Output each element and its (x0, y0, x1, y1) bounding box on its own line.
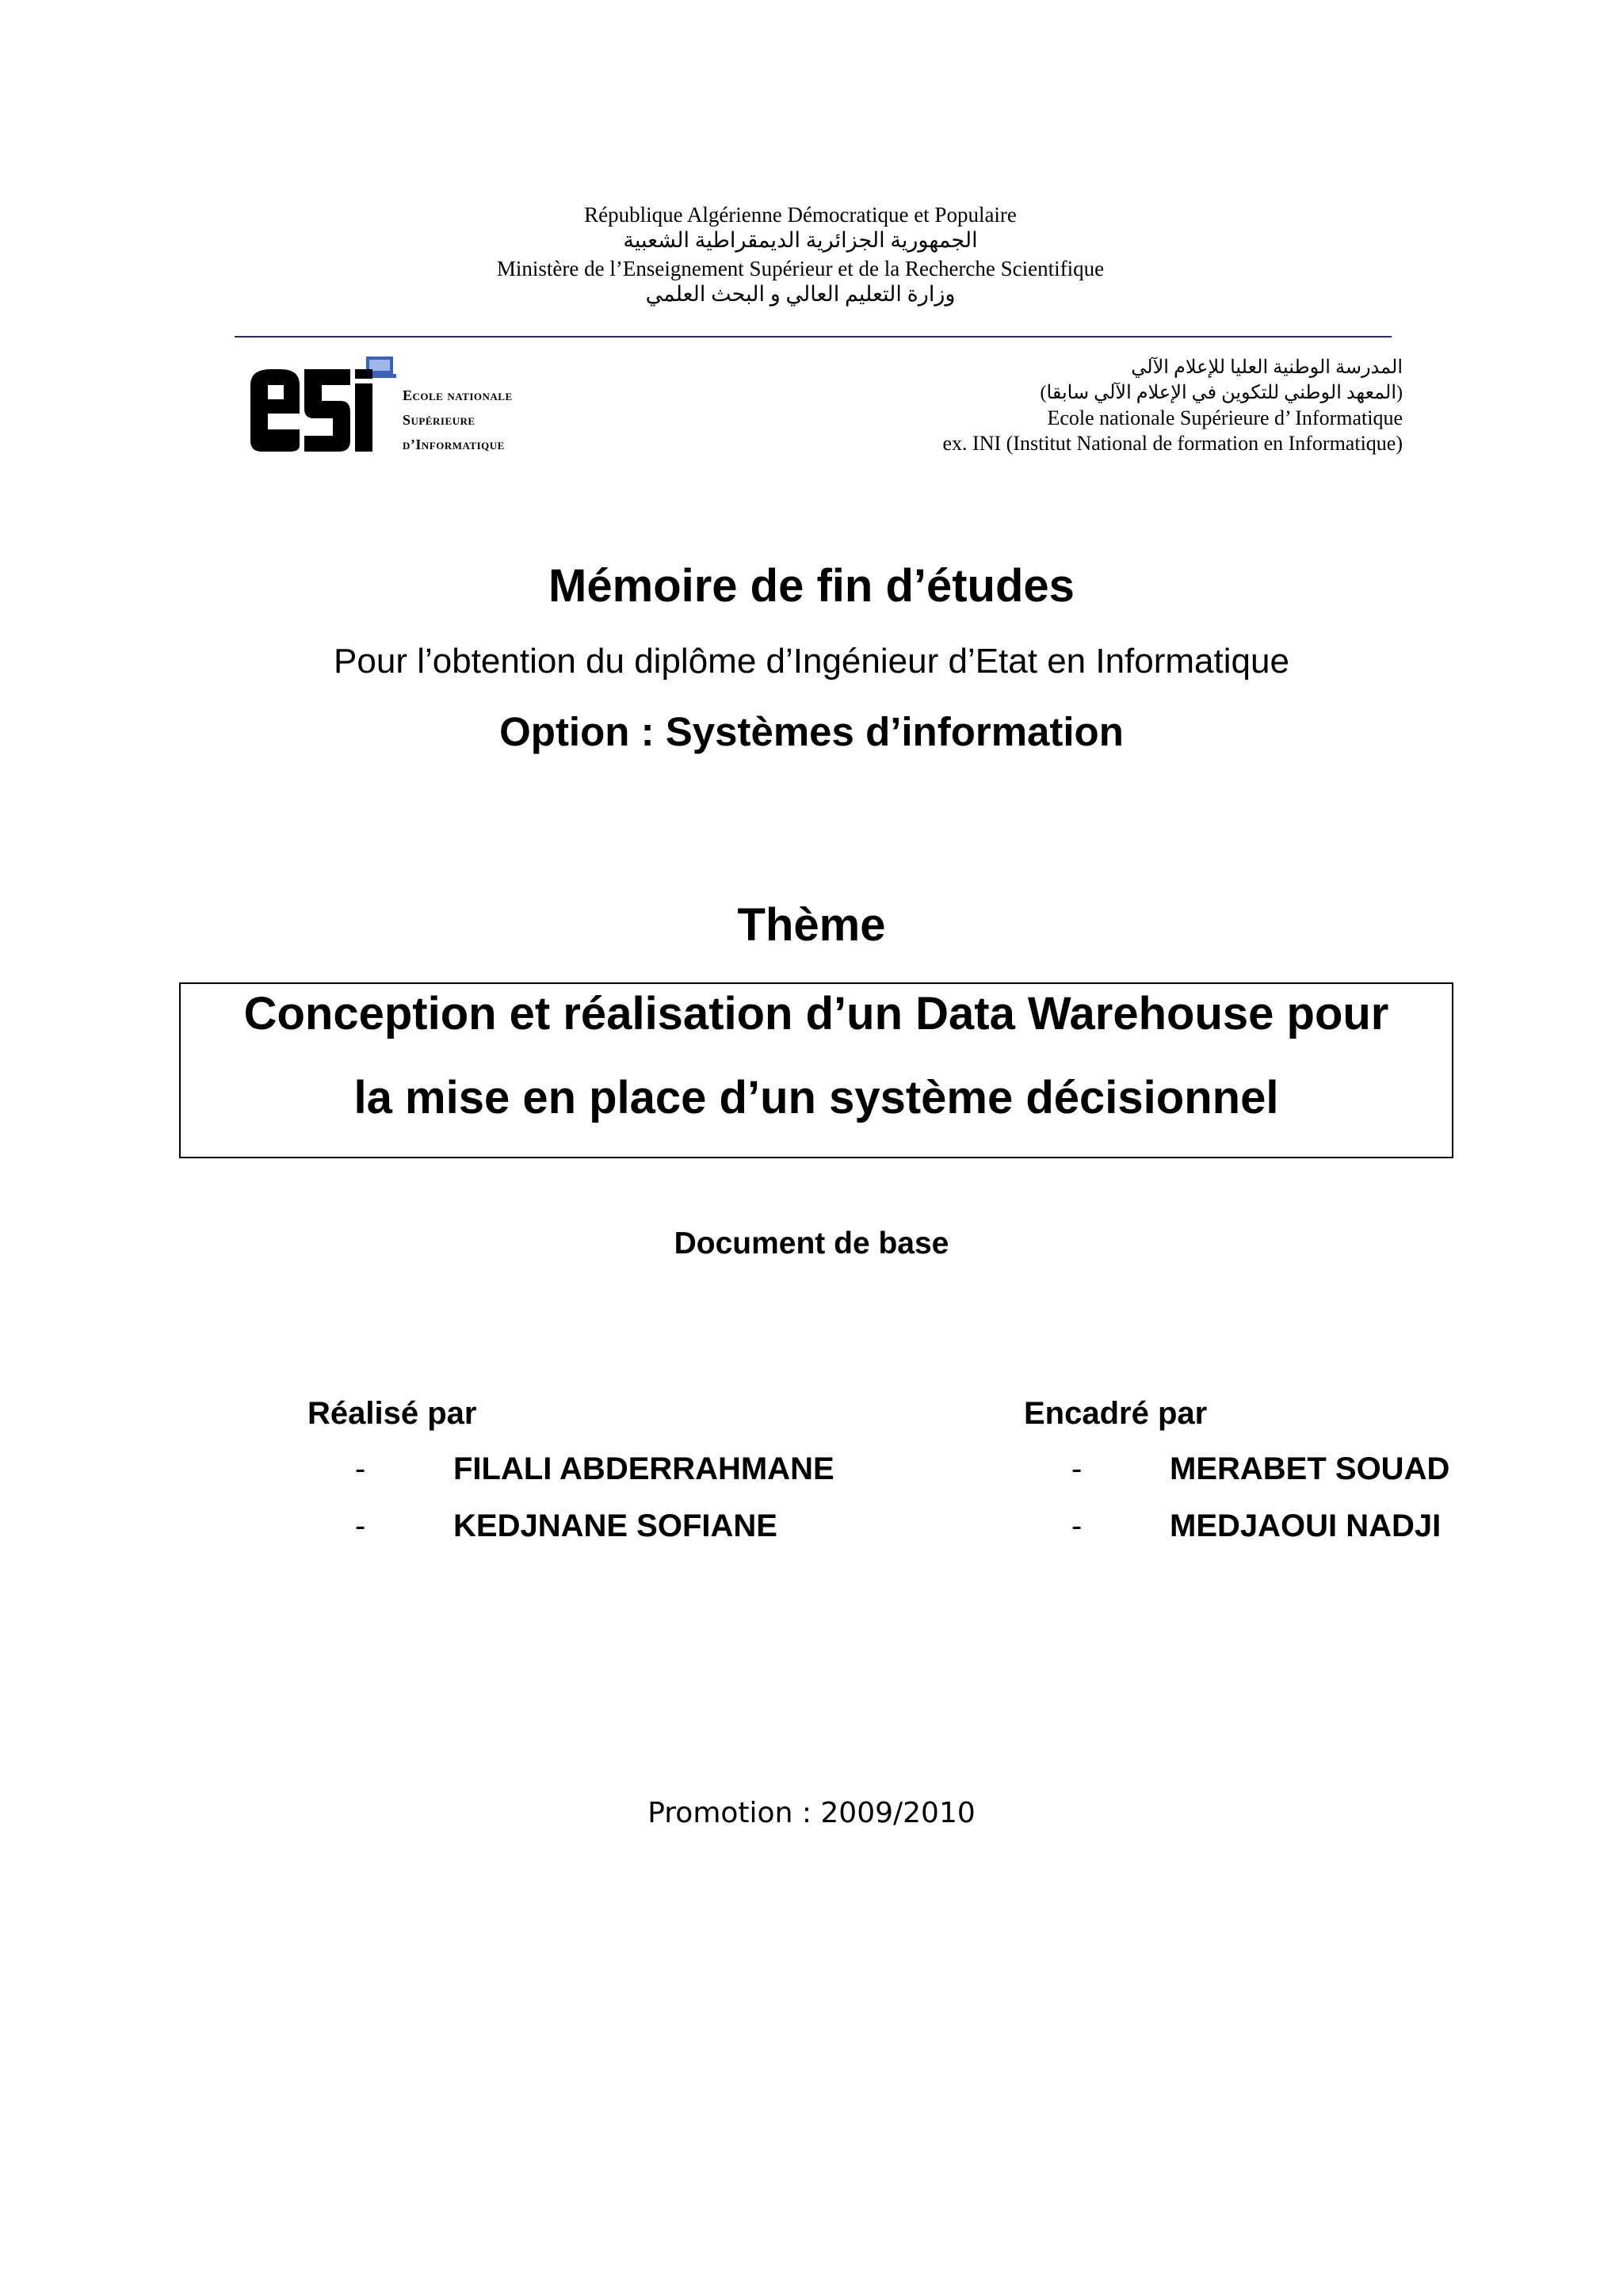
degree-subtitle: Pour l’obtention du diplôme d’Ingénieur d’Etat en Informatique (334, 642, 1289, 681)
institution-ar-line-1: المدرسة الوطنية العليا للإعلام الآلي (1131, 357, 1403, 378)
list-dash: - (355, 1508, 366, 1543)
theme-box (179, 982, 1453, 1158)
author-name: KEDJNANE SOFIANE (453, 1508, 777, 1543)
theme-title-line-1: Conception et réalisation d’un Data Warehouse pour (243, 988, 1389, 1039)
institution-fr-line-1: Ecole nationale Supérieure d’ Informatique (1047, 406, 1403, 429)
theme-title-line-2: la mise en place d’un système décisionnel (353, 1072, 1279, 1123)
document-type: Document de base (674, 1226, 949, 1261)
header-divider (235, 336, 1392, 338)
esi-logo-text (403, 383, 513, 457)
list-dash: - (355, 1451, 366, 1486)
esi-logo (247, 353, 580, 456)
promotion-year: Promotion : 2009/2010 (647, 1797, 976, 1829)
logo-line-1: Ecole nationale (403, 387, 513, 403)
ministry-name-ar: وزارة التعليم العالي و البحث العلمي (645, 282, 956, 306)
author-name: FILALI ABDERRAHMANE (453, 1451, 834, 1486)
republic-name-fr: République Algérienne Démocratique et Populaire (584, 203, 1017, 227)
logo-line-3: d’Informatique (403, 437, 505, 452)
ministry-name-fr: Ministère de l’Enseignement Supérieur et de la Recherche Scientifique (496, 257, 1105, 280)
institution-block (943, 355, 1403, 456)
list-dash: - (1071, 1451, 1083, 1486)
institution-ar-line-2: (المعهد الوطني للتكوين في الإعلام الآلي سابقا) (1040, 383, 1403, 403)
supervisors-heading: Encadré par (1024, 1396, 1208, 1431)
esi-logo-mark (247, 353, 398, 456)
supervisor-name: MERABET SOUAD (1170, 1451, 1450, 1486)
authors-heading: Réalisé par (307, 1396, 477, 1431)
republic-name-ar: الجمهورية الجزائرية الديمقراطية الشعبية (623, 228, 978, 252)
document-title: Mémoire de fin d’études (548, 560, 1075, 612)
logo-line-2: Supérieure (403, 412, 475, 428)
institution-fr-line-2: ex. INI (Institut National de formation en Informatique) (942, 432, 1403, 455)
list-dash: - (1071, 1508, 1083, 1543)
theme-heading: Thème (737, 899, 886, 951)
supervisor-name: MEDJAOUI NADJI (1170, 1508, 1442, 1543)
option-label: Option : Systèmes d’information (499, 709, 1124, 754)
